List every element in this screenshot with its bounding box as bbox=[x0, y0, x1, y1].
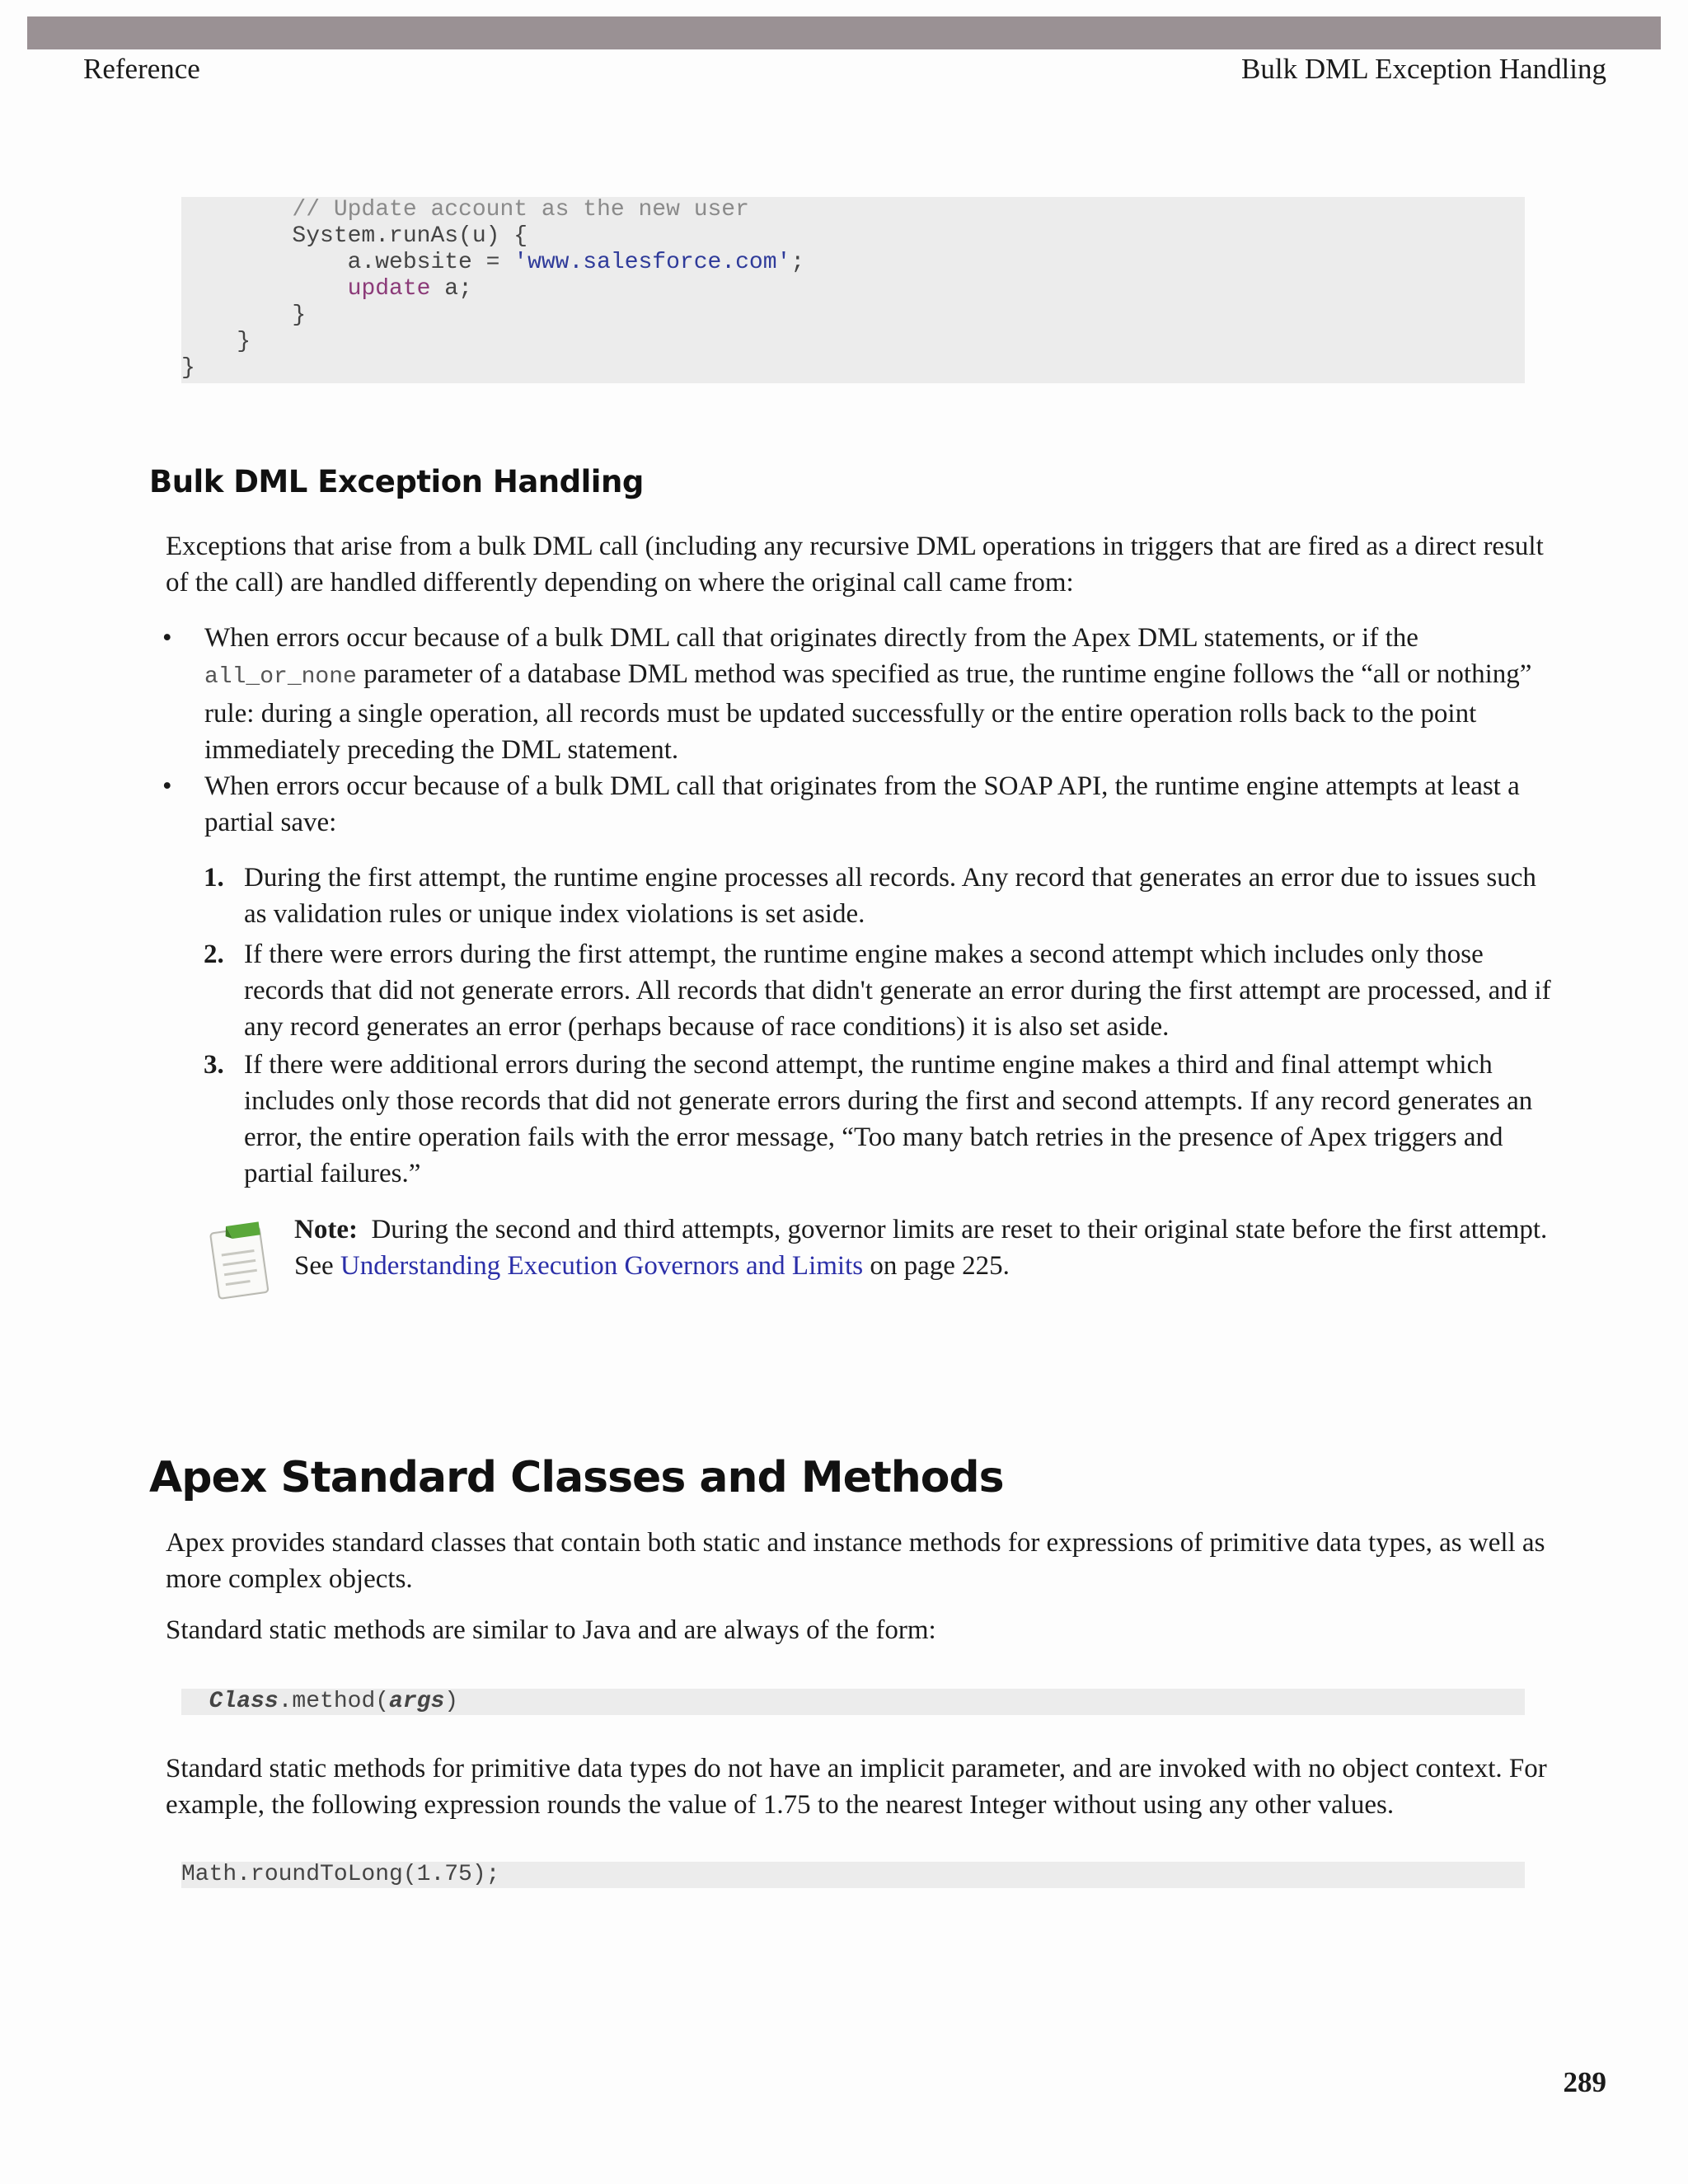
bullet-text: parameter of a database DML method was specified as true, the runtime engine follows the “all or nothing” rule: during a single operation, all records must be updated successfully or the entire operation rolls back to the point immediately preceding the DML statement. bbox=[204, 659, 1532, 765]
code-line bbox=[181, 302, 1525, 329]
code-line bbox=[181, 197, 1525, 223]
step-number: 3. bbox=[204, 1050, 224, 1080]
code-text: ; bbox=[790, 250, 805, 275]
step-number: 1. bbox=[204, 863, 224, 893]
code-line bbox=[181, 250, 1525, 276]
code-line bbox=[181, 276, 1525, 302]
code-text: a; bbox=[430, 276, 472, 302]
code-block-runas bbox=[181, 197, 1525, 383]
step-item-first-attempt: During the first attempt, the runtime engine processes all records. Any record that generates an error due to issues such as validation rules or unique index violations is set aside. bbox=[244, 863, 1536, 929]
bullet-item-soap-api: When errors occur because of a bulk DML call that originates from the SOAP API, the runtime engine attempts at least a partial save: bbox=[204, 771, 1520, 837]
code-block-class-method bbox=[181, 1689, 1525, 1715]
code-text: a.website = bbox=[181, 250, 514, 275]
page-number: 289 bbox=[1563, 2066, 1606, 2098]
running-head-chapter: Bulk DML Exception Handling bbox=[1241, 53, 1606, 85]
header-bar bbox=[27, 16, 1661, 49]
code-line bbox=[181, 223, 1525, 250]
code-text: } bbox=[181, 302, 307, 328]
code-args: args bbox=[389, 1689, 445, 1714]
code-text: System.runAs(u) { bbox=[181, 223, 528, 249]
inline-code-all-or-none: all_or_none bbox=[204, 664, 357, 690]
primitive-methods-paragraph: Standard static methods for primitive data types do not have an implicit parameter, and are invoked with no object context. For example, the following expression rounds the value of 1.75 to the nearest Integer without using any other values. bbox=[166, 1754, 1547, 1820]
code-text: } bbox=[181, 329, 251, 354]
code-keyword: update bbox=[347, 276, 431, 302]
code-comment: // Update account as the new user bbox=[181, 197, 749, 223]
step-item-third-attempt: If there were additional errors during the second attempt, the runtime engine makes a third and final attempt which includes only those records that did not generate errors during the first and second attempts. If any record generates an error, the entire operation fails with the error message, “Too many batch retries in the presence of Apex triggers and partial failures.” bbox=[244, 1050, 1533, 1188]
apex-intro-paragraph: Apex provides standard classes that contain both static and instance methods for expressions of primitive data types, as well as more complex objects. bbox=[166, 1528, 1545, 1594]
note-icon bbox=[206, 1218, 274, 1304]
bullet-marker: • bbox=[162, 771, 172, 801]
governors-limits-link[interactable]: Understanding Execution Governors and Limits bbox=[340, 1251, 864, 1281]
bulk-intro-paragraph: Exceptions that arise from a bulk DML call (including any recursive DML operations in triggers that are fired as a direct result of the call) are handled differently depending on where the original call came from: bbox=[166, 532, 1544, 598]
static-methods-paragraph: Standard static methods are similar to Java and are always of the form: bbox=[166, 1615, 936, 1645]
bullet-text: When errors occur because of a bulk DML call that originates directly from the Apex DML statements, or if the bbox=[204, 623, 1418, 653]
section-heading-apex-standard-classes: Apex Standard Classes and Methods bbox=[149, 1453, 1004, 1502]
code-text: ) bbox=[444, 1689, 459, 1714]
bullet-item-apex-dml bbox=[204, 620, 1556, 768]
note-label: Note: bbox=[294, 1215, 358, 1244]
code-line bbox=[181, 355, 1525, 382]
code-class: Class bbox=[209, 1689, 279, 1714]
section-heading-bulk-dml: Bulk DML Exception Handling bbox=[149, 464, 644, 499]
code-string: 'www.salesforce.com' bbox=[513, 250, 791, 275]
code-text: Math.roundToLong(1.75); bbox=[181, 1862, 500, 1887]
note-body: During the second and third attempts, governor limits are reset to their original state before the first attempt. See bbox=[294, 1215, 1548, 1281]
bullet-marker: • bbox=[162, 623, 172, 653]
code-block-math-round bbox=[181, 1862, 1525, 1888]
code-text: .method( bbox=[278, 1689, 390, 1714]
note-text bbox=[294, 1212, 1564, 1284]
code-indent bbox=[181, 276, 348, 302]
running-head-section: Reference bbox=[83, 53, 200, 85]
step-item-second-attempt: If there were errors during the first attempt, the runtime engine makes a second attempt which includes only those records that did not generate errors. All records that didn't generate an error during the first attempt are processed, and if any record generates an error (perhaps because of race conditions) it is also set aside. bbox=[244, 940, 1551, 1042]
code-text: } bbox=[181, 355, 195, 381]
step-number: 2. bbox=[204, 940, 224, 969]
note-tail: on page 225. bbox=[863, 1251, 1010, 1281]
code-line bbox=[181, 329, 1525, 355]
